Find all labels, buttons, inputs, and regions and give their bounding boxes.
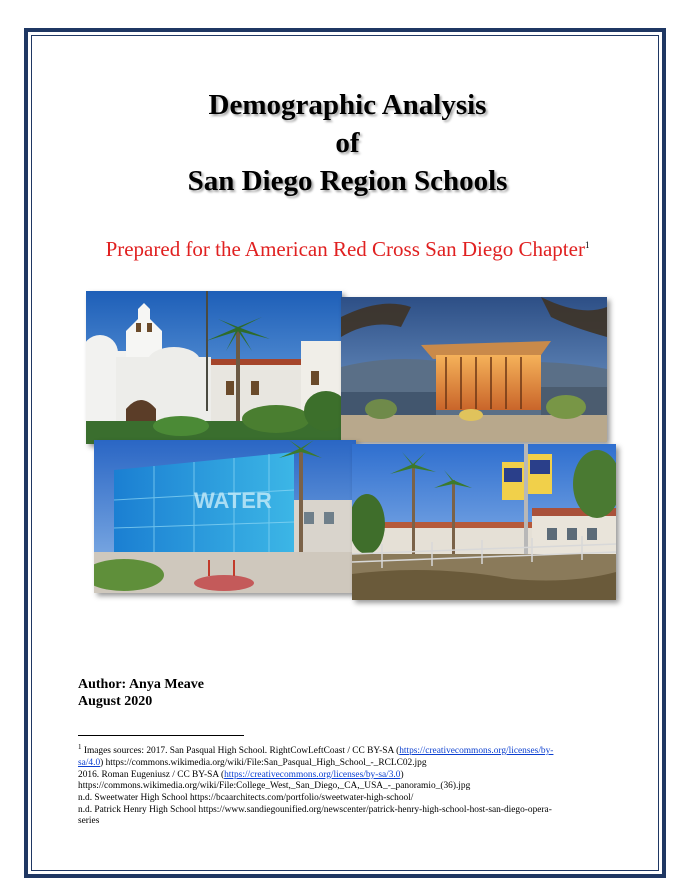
subtitle-text: Prepared for the American Red Cross San Diego Chapter	[105, 237, 585, 261]
title-line-3: San Diego Region Schools	[187, 165, 508, 197]
footnote-line-7: series	[78, 816, 100, 827]
title-line-2: of	[335, 127, 360, 159]
blue-glass-water-building-photo	[94, 440, 356, 593]
modern-school-building-at-dusk-photo	[341, 297, 607, 442]
license-link-3[interactable]: https://creativecommons.org/licenses/by-sa/3.0	[224, 769, 401, 780]
white-mission-style-school-photo	[86, 291, 342, 444]
footnote-line-4: https://commons.wikimedia.org/wiki/File:College_West,_San_Diego,_CA,_USA_-_panoramio_(36).jpg	[78, 781, 471, 792]
building-sign-text: WATER	[194, 488, 272, 513]
school-campus-with-banners-photo	[352, 444, 616, 600]
footnote-ref[interactable]: 1	[584, 240, 590, 250]
author-line: Author: Anya Meave	[78, 677, 204, 692]
document-title	[0, 86, 695, 200]
license-link-4-cont[interactable]: sa/4.0	[78, 757, 101, 768]
date-line: August 2020	[78, 694, 153, 709]
footnote-line-2: sa/4.0) https://commons.wikimedia.org/wiki/File:San_Pasqual_High_School_-_RCLC02.jpg	[78, 757, 427, 768]
footnote-number: 1	[78, 743, 82, 751]
footnote-line-3: 2016. Roman Eugeniusz / CC BY-SA (https://creativecommons.org/licenses/by-sa/3.0)	[78, 769, 404, 780]
document-subtitle	[0, 237, 695, 262]
footnote	[78, 742, 610, 828]
title-line-1: Demographic Analysis	[208, 89, 487, 121]
license-link-4[interactable]: https://creativecommons.org/licenses/by-	[399, 746, 554, 757]
footnote-line-6: n.d. Patrick Henry High School https://www.sandiegounified.org/newscenter/patrick-henry-high-school-host-san-diego-opera-	[78, 804, 552, 815]
author-block	[78, 676, 204, 710]
footnote-line-5: n.d. Sweetwater High School https://bcaarchitects.com/portfolio/sweetwater-high-school/	[78, 792, 414, 803]
footnote-separator	[78, 735, 244, 736]
footnote-line-1: $^1$ Images sources: 2017. San Pasqual High School. RightCowLeftCoast / CC BY-SA (https://creativecommons.org/licenses/by-	[78, 743, 554, 757]
